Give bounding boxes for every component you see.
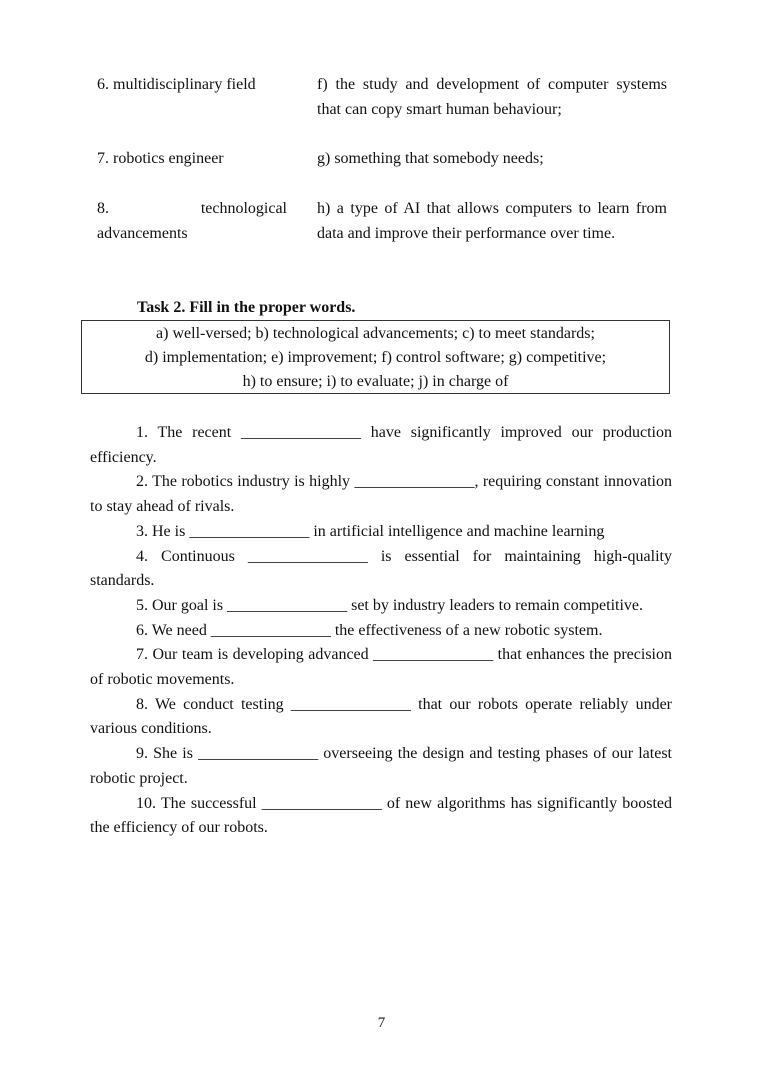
exercise-list	[90, 421, 672, 841]
exercise-sentence-7: 7. Our team is developing advanced _______________ that enhances the precision of robotic movements.	[90, 646, 672, 689]
word-bank-box	[81, 320, 670, 394]
page-number: 7	[377, 1015, 386, 1031]
word-bank-line: d) implementation; e) improvement; f) control software; g) competitive;	[144, 349, 607, 366]
exercise-sentence-3: 3. He is _______________ in artificial intelligence and machine learning	[136, 522, 605, 540]
word-bank-line: a) well-versed; b) technological advancements; c) to meet standards;	[156, 325, 595, 342]
matching-row	[97, 196, 667, 246]
exercise-sentence-2: 2. The robotics industry is highly _______________, requiring constant innovation to stay ahead of rivals.	[90, 473, 672, 516]
exercise-sentence-10: 10. The successful _______________ of new algorithms has significantly boosted the efficiency of our robots.	[90, 794, 672, 837]
task-title: Task 2. Fill in the proper words.	[137, 299, 356, 316]
exercise-sentence-9: 9. She is _______________ overseeing the design and testing phases of our latest robotic project.	[90, 745, 672, 787]
matching-definition: h) a type of AI that allows computers to learn from data and improve their performance over time.	[317, 200, 667, 242]
matching-definition: f) the study and development of computer systems that can copy smart human behaviour;	[317, 76, 667, 118]
exercise-sentence-6: 6. We need _______________ the effectiveness of a new robotic system.	[136, 621, 603, 639]
exercise-sentence-1: 1. The recent _______________ have significantly improved our production efficiency.	[90, 424, 672, 466]
matching-term: 7. robotics engineer	[97, 150, 224, 167]
exercise-sentence-8: 8. We conduct testing _______________ that our robots operate reliably under various conditions.	[90, 695, 672, 738]
matching-term: 6. multidisciplinary field	[97, 76, 256, 93]
matching-row	[97, 72, 667, 122]
matching-term: 8. technological advancements	[97, 200, 287, 242]
matching-row	[97, 146, 667, 171]
word-bank-line: h) to ensure; i) to evaluate; j) in charge of	[242, 373, 509, 390]
exercise-sentence-4: 4. Continuous _______________ is essential for maintaining high-quality standards.	[90, 547, 672, 590]
matching-definition: g) something that somebody needs;	[317, 150, 544, 167]
matching-term-cell	[97, 196, 317, 246]
exercise-sentence-5: 5. Our goal is _______________ set by industry leaders to remain competitive.	[136, 596, 644, 614]
